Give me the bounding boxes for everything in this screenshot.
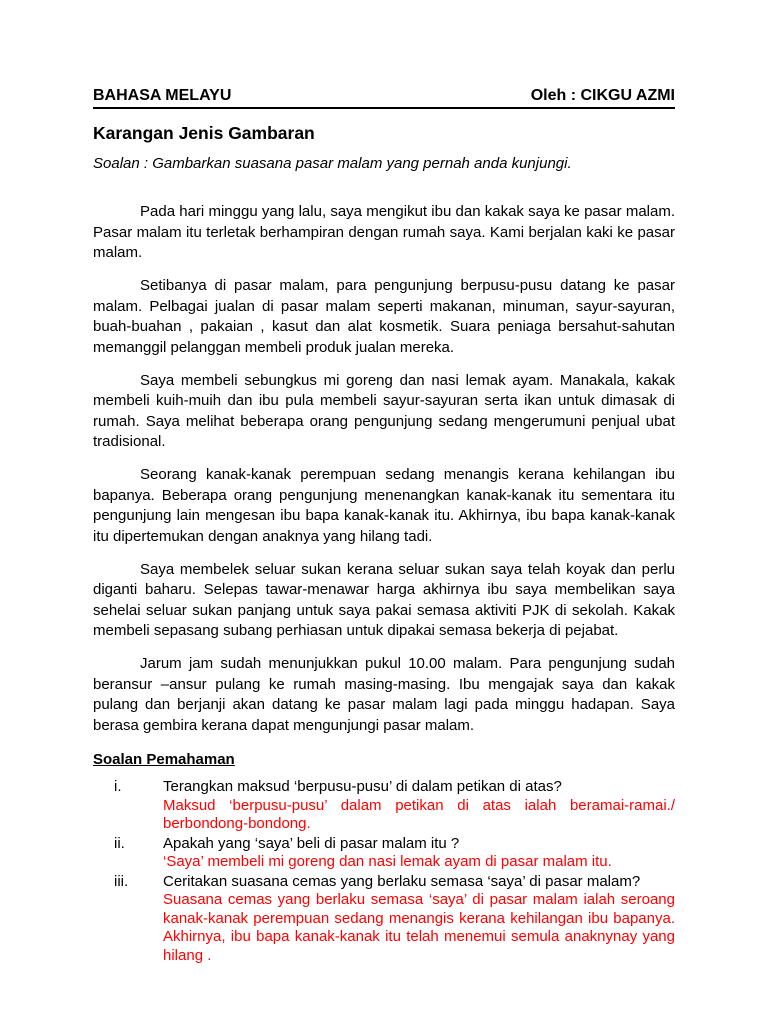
item-number: ii.: [114, 834, 125, 852]
document-header: [93, 86, 675, 109]
item-content: [163, 778, 675, 834]
item-number: iii.: [114, 872, 129, 890]
essay-paragraph: Saya membelek seluar sukan kerana seluar sukan saya telah koyak dan perlu diganti baharu. Selepas tawar-menawar harga akhirnya ibu saya membelikan saya sehelai seluar sukan panjang untuk saya pakai semasa aktiviti PJK di sekolah. Kakak membeli sepasang subang perhiasan untuk dipakai semasa bekerja di pejabat.: [93, 560, 675, 639]
item-question: Apakah yang ‘saya’ beli di pasar malam itu ?: [163, 834, 460, 852]
comprehension-list: [93, 778, 675, 965]
essay-paragraph: Setibanya di pasar malam, para pengunjung berpusu-pusu datang ke pasar malam. Pelbagai jualan di pasar malam seperti makanan, minuman, sayur-sayuran, buah-buahan , pakaian , kasut dan alat kosmetik. Suara peniaga bersahut-sahutan memanggil pelanggan membeli produk jualan mereka.: [93, 277, 675, 356]
comprehension-item: [93, 778, 675, 834]
item-answer: Maksud ‘berpusu-pusu’ dalam petikan di atas ialah beramai-ramai./ berbondong-bondong.: [163, 796, 675, 832]
comprehension-item: [93, 835, 675, 872]
item-content: [163, 873, 675, 966]
essay-body: [93, 202, 675, 736]
item-content: [163, 835, 675, 872]
subject-label: BAHASA MELAYU: [93, 87, 232, 104]
essay-paragraph: Jarum jam sudah menunjukkan pukul 10.00 malam. Para pengunjung sudah beransur –ansur pulang ke rumah masing-masing. Ibu mengajak saya dan kakak pulang dan berjanji akan datang ke pasar malam lagi pada minggu hadapan. Saya berasa gembira kerana dapat mengunjungi pasar malam.: [93, 655, 675, 734]
item-question: Terangkan maksud ‘berpusu-pusu’ di dalam petikan di atas?: [163, 778, 562, 795]
document-page: [93, 86, 675, 966]
comprehension-item: [93, 873, 675, 966]
essay-question: Soalan : Gambarkan suasana pasar malam yang pernah anda kunjungi.: [93, 155, 572, 172]
essay-paragraph: Pada hari minggu yang lalu, saya mengikut ibu dan kakak saya ke pasar malam. Pasar malam itu terletak berhampiran dengan rumah saya. Kami berjalan kaki ke pasar malam.: [93, 203, 675, 261]
author-label: Oleh : CIKGU AZMI: [530, 87, 675, 104]
item-answer: ‘Saya’ membeli mi goreng dan nasi lemak ayam di pasar malam itu.: [163, 853, 612, 870]
essay-paragraph: Saya membeli sebungkus mi goreng dan nasi lemak ayam. Manakala, kakak membeli kuih-muih dan ibu pula membeli sayur-sayuran serta ikan untuk dimasak di rumah. Saya melihat beberapa orang pengunjung sedang mengerumuni penjual ubat tradisional.: [93, 371, 675, 450]
comprehension-title: Soalan Pemahaman: [93, 751, 235, 768]
essay-paragraph: Seorang kanak-kanak perempuan sedang menangis kerana kehilangan ibu bapanya. Beberapa orang pengunjung menenangkan kanak-kanak itu sementara itu pengunjung lain mengesan ibu bapa kanak-kanak itu. Akhirnya, ibu bapa kanak-kanak itu dipertemukan dengan anaknya yang hilang tadi.: [93, 466, 675, 545]
item-number: i.: [114, 778, 122, 795]
item-answer: Suasana cemas yang berlaku semasa ‘saya’ di pasar malam ialah seroang kanak-kanak perempuan sedang menangis kerana kehilangan ibu bapanya. Akhirnya, ibu bapa kanak-kanak itu telah menemui semula anaknynay yang hilang .: [163, 891, 675, 964]
document-title: Karangan Jenis Gambaran: [93, 123, 315, 143]
item-question: Ceritakan suasana cemas yang berlaku semasa ‘saya’ di pasar malam?: [163, 872, 641, 890]
